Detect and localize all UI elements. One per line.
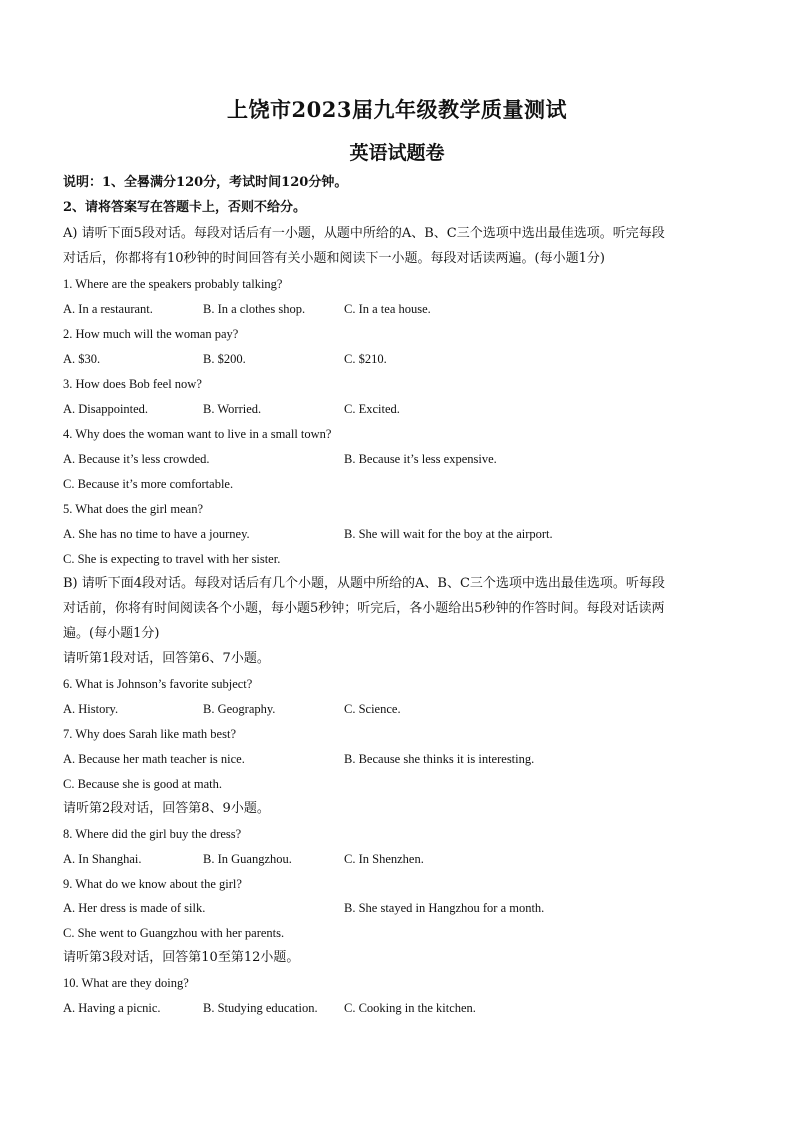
question-1-option-b: B. In a clothes shop. [203, 302, 306, 316]
question-3: 3. How does Bob feel now? [63, 377, 202, 391]
question-2-option-a: A. $30. [63, 352, 101, 366]
question-4-option-c: C. Because it’s more comfortable. [63, 477, 234, 491]
question-8-option-c: C. In Shenzhen. [344, 852, 424, 866]
question-2: 2. How much will the woman pay? [63, 327, 239, 341]
question-1-option-c: C. In a tea house. [344, 302, 431, 316]
section-a-instruction-1: A) 请听下面5段对话。每段对话后有一小题，从题中所给的A、B、C三个选项中选出最佳选项。听完每段 [63, 226, 665, 241]
question-7-option-a: A. Because her math teacher is nice. [63, 752, 245, 766]
dialogue-2-heading: 请听第2段对话，回答第8、9小题。 [63, 801, 270, 816]
question-3-option-b: B. Worried. [203, 402, 262, 416]
question-10-option-c: C. Cooking in the kitchen. [344, 1001, 476, 1015]
question-9: 9. What do we know about the girl? [63, 877, 242, 891]
note-2: 2、请将答案写在答题卡上，否则不给分。 [63, 200, 307, 215]
exam-title: 上饶市2023届九年级教学质量测试 [227, 97, 567, 122]
section-b-instruction-1: B) 请听下面4段对话。每段对话后有几个小题，从题中所给的A、B、C三个选项中选出最佳选项。听每段 [63, 576, 665, 591]
question-6: 6. What is Johnson’s favorite subject? [63, 677, 253, 691]
dialogue-1-heading: 请听第1段对话，回答第6、7小题。 [63, 651, 270, 666]
question-5-option-c: C. She is expecting to travel with her sister. [63, 552, 281, 566]
exam-subtitle: 英语试题卷 [349, 142, 445, 164]
question-4-option-b: B. Because it’s less expensive. [344, 452, 497, 466]
question-5-option-b: B. She will wait for the boy at the airport. [344, 527, 553, 541]
section-b-instruction-2: 对话前，你将有时间阅读各个小题，每小题5秒钟；听完后，各小题给出5秒钟的作答时间。每段对话读两 [63, 601, 665, 616]
question-3-option-a: A. Disappointed. [63, 402, 149, 416]
question-5: 5. What does the girl mean? [63, 502, 204, 516]
question-7-option-b: B. Because she thinks it is interesting. [344, 752, 535, 766]
question-10: 10. What are they doing? [63, 976, 189, 990]
question-7: 7. Why does Sarah like math best? [63, 727, 236, 741]
question-10-option-a: A. Having a picnic. [63, 1001, 161, 1015]
question-5-option-a: A. She has no time to have a journey. [63, 527, 250, 541]
question-8: 8. Where did the girl buy the dress? [63, 827, 242, 841]
question-9-option-c: C. She went to Guangzhou with her parents. [63, 926, 285, 940]
question-10-option-b: B. Studying education. [203, 1001, 318, 1015]
section-a-instruction-2: 对话后，你都将有10秒钟的时间回答有关小题和阅读下一小题。每段对话读两遍。(每小题1分) [63, 251, 605, 266]
question-3-option-c: C. Excited. [344, 402, 400, 416]
question-6-option-b: B. Geography. [203, 702, 276, 716]
question-6-option-c: C. Science. [344, 702, 401, 716]
question-2-option-c: C. $210. [344, 352, 387, 366]
question-4-option-a: A. Because it’s less crowded. [63, 452, 210, 466]
question-2-option-b: B. $200. [203, 352, 246, 366]
question-9-option-a: A. Her dress is made of silk. [63, 901, 206, 915]
section-b-instruction-3: 遍。(每小题1分) [63, 626, 160, 641]
question-1: 1. Where are the speakers probably talking? [63, 277, 283, 291]
dialogue-3-heading: 请听第3段对话，回答第10至第12小题。 [63, 950, 300, 965]
question-8-option-a: A. In Shanghai. [63, 852, 142, 866]
question-4: 4. Why does the woman want to live in a small town? [63, 427, 332, 441]
question-6-option-a: A. History. [63, 702, 119, 716]
note-1: 说明：1、全晷满分120分，考试时间120分钟。 [63, 175, 348, 190]
question-9-option-b: B. She stayed in Hangzhou for a month. [344, 901, 545, 915]
question-8-option-b: B. In Guangzhou. [203, 852, 292, 866]
question-7-option-c: C. Because she is good at math. [63, 777, 222, 791]
question-1-option-a: A. In a restaurant. [63, 302, 153, 316]
